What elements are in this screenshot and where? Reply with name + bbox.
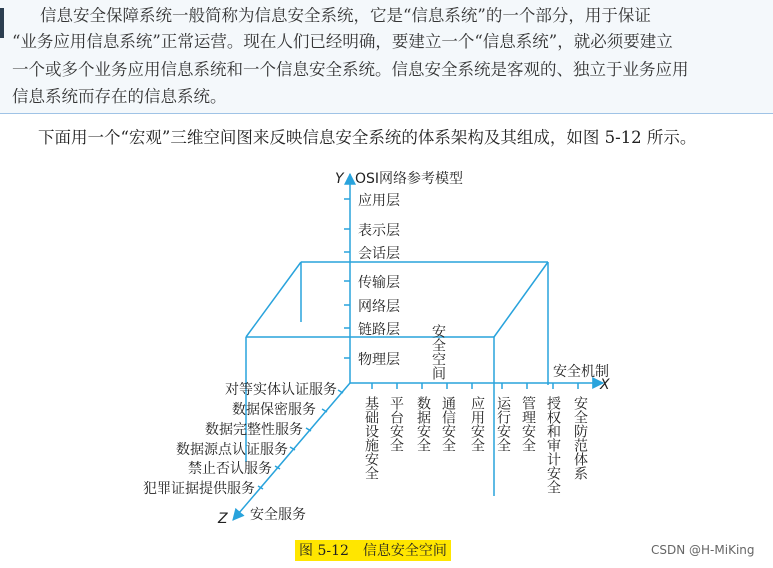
y-axis-letter: Y bbox=[335, 171, 344, 187]
x-axis-title: 安全机制 bbox=[553, 364, 609, 380]
osi-layer-label: 链路层 bbox=[358, 322, 400, 338]
y-axis-title: OSI网络参考模型 bbox=[355, 171, 464, 187]
intro-paragraph: 下面用一个“宏观”三维空间图来反映信息安全系统的体系架构及其组成，如图 5-12 所示。 bbox=[38, 128, 697, 147]
security-service-label: 数据保密服务 bbox=[232, 402, 316, 418]
security-service-label: 数据完整性服务 bbox=[205, 422, 303, 438]
osi-layer-label: 网络层 bbox=[358, 299, 400, 315]
box-edge bbox=[246, 262, 301, 337]
x-axis-letter: X bbox=[600, 377, 610, 393]
security-mechanism-label: 运行安全 bbox=[495, 396, 511, 452]
osi-layer-label: 物理层 bbox=[358, 352, 400, 368]
osi-layer-label: 表示层 bbox=[358, 223, 400, 239]
watermark: CSDN @H-MiKing bbox=[651, 543, 755, 557]
security-service-label: 对等实体认证服务 bbox=[225, 382, 337, 398]
quote-line: 信息系统而存在的信息系统。 bbox=[12, 87, 227, 106]
security-mechanism-label: 平台安全 bbox=[388, 396, 404, 452]
figure-caption-text: 图 5-12 信息安全空间 bbox=[299, 543, 447, 559]
security-mechanism-label: 应用安全 bbox=[469, 396, 485, 452]
osi-layer-label: 会话层 bbox=[358, 246, 400, 262]
security-mechanism-label: 管理安全 bbox=[520, 396, 536, 452]
security-mechanism-label: 授权和审计安全 bbox=[545, 396, 561, 494]
box-edge bbox=[494, 262, 548, 337]
security-service-label: 数据源点认证服务 bbox=[176, 442, 288, 458]
osi-layer-label: 传输层 bbox=[358, 275, 400, 291]
quote-line: 信息安全保障系统一般简称为信息安全系统，它是“信息系统”的一个部分，用于保证 bbox=[40, 6, 651, 25]
security-mechanism-label: 安全防范体系 bbox=[572, 396, 588, 480]
z-axis-letter: Z bbox=[218, 511, 228, 527]
quote-line: “业务应用信息系统”正常运营。现在人们已经明确，要建立一个“信息系统”，就必须要建立 bbox=[12, 32, 673, 51]
security-mechanism-label: 数据安全 bbox=[415, 396, 431, 452]
osi-layer-label: 应用层 bbox=[358, 193, 400, 209]
security-service-label: 禁止否认服务 bbox=[188, 461, 272, 477]
center-label: 安全空间 bbox=[430, 324, 446, 380]
security-mechanism-label: 通信安全 bbox=[440, 396, 456, 452]
box-frame bbox=[246, 262, 548, 496]
security-mechanism-label: 基础设施安全 bbox=[363, 396, 379, 480]
z-axis-title: 安全服务 bbox=[250, 507, 306, 523]
figure-caption bbox=[295, 540, 451, 561]
security-service-label: 犯罪证据提供服务 bbox=[143, 481, 255, 497]
quote-line: 一个或多个业务应用信息系统和一个信息安全系统。信息安全系统是客观的、独立于业务应用 bbox=[12, 60, 689, 79]
